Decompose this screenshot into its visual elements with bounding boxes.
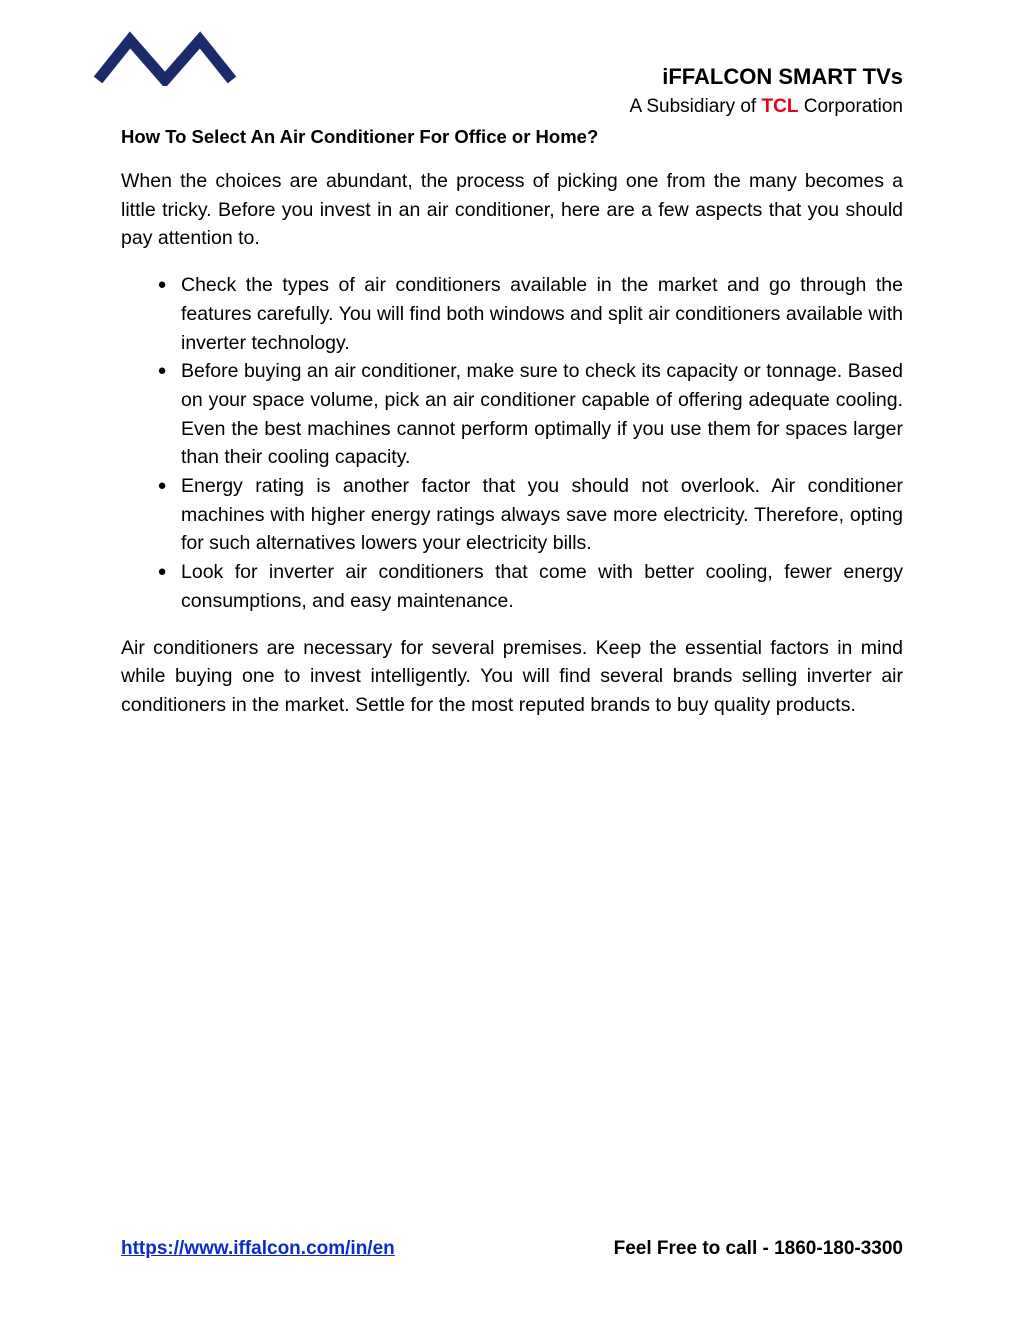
bullet-icon: ●	[157, 563, 167, 581]
list-item	[121, 271, 903, 357]
brand-header	[629, 62, 903, 120]
bullet-icon: ●	[157, 477, 167, 495]
list-item	[121, 357, 903, 472]
list-item-text: Check the types of air conditioners available in the market and go through the features carefully. You will find both windows and split air conditioners available with inverter technology.	[181, 274, 903, 354]
list-item-text: Before buying an air conditioner, make sure to check its capacity or tonnage. Based on your space volume, pick an air conditioner capable of offering adequate cooling. Even the best machines cannot perform optimally if you use them for spaces larger than their cooling capacity.	[181, 360, 903, 469]
brand-name: iFFALCON SMART TVs	[662, 64, 903, 89]
website-link[interactable]: https://www.iffalcon.com/in/en	[121, 1238, 395, 1259]
brand-subtitle	[629, 94, 903, 120]
bullet-icon: ●	[157, 362, 167, 380]
article	[121, 124, 903, 720]
article-conclusion: Air conditioners are necessary for several premises. Keep the essential factors in mind while buying one to invest intelligently. You will find several brands selling inverter air conditioners in the market. Settle for the most reputed brands to buy quality products.	[121, 636, 903, 716]
bullet-icon: ●	[157, 276, 167, 294]
list-item	[121, 558, 903, 615]
subtitle-highlight: TCL	[761, 96, 799, 117]
subtitle-prefix: A Subsidiary of	[629, 96, 757, 117]
subtitle-suffix: Corporation	[803, 96, 903, 117]
article-intro: When the choices are abundant, the process of picking one from the many becomes a little tricky. Before you invest in an air conditioner, here are a few aspects that you should pay attention to.	[121, 170, 903, 250]
footer	[121, 1238, 903, 1266]
article-heading: How To Select An Air Conditioner For Office or Home?	[121, 126, 599, 147]
call-info: Feel Free to call - 1860-180-3300	[613, 1238, 903, 1259]
list-item-text: Look for inverter air conditioners that come with better cooling, fewer energy consumptions, and easy maintenance.	[181, 561, 903, 612]
list-item-text: Energy rating is another factor that you should not overlook. Air conditioner machines with higher energy ratings always save more electricity. Therefore, opting for such alternatives lowers your electricity bills.	[181, 475, 903, 555]
iffalcon-logo-icon	[94, 28, 236, 86]
list-item	[121, 472, 903, 558]
bullet-list	[121, 271, 903, 615]
